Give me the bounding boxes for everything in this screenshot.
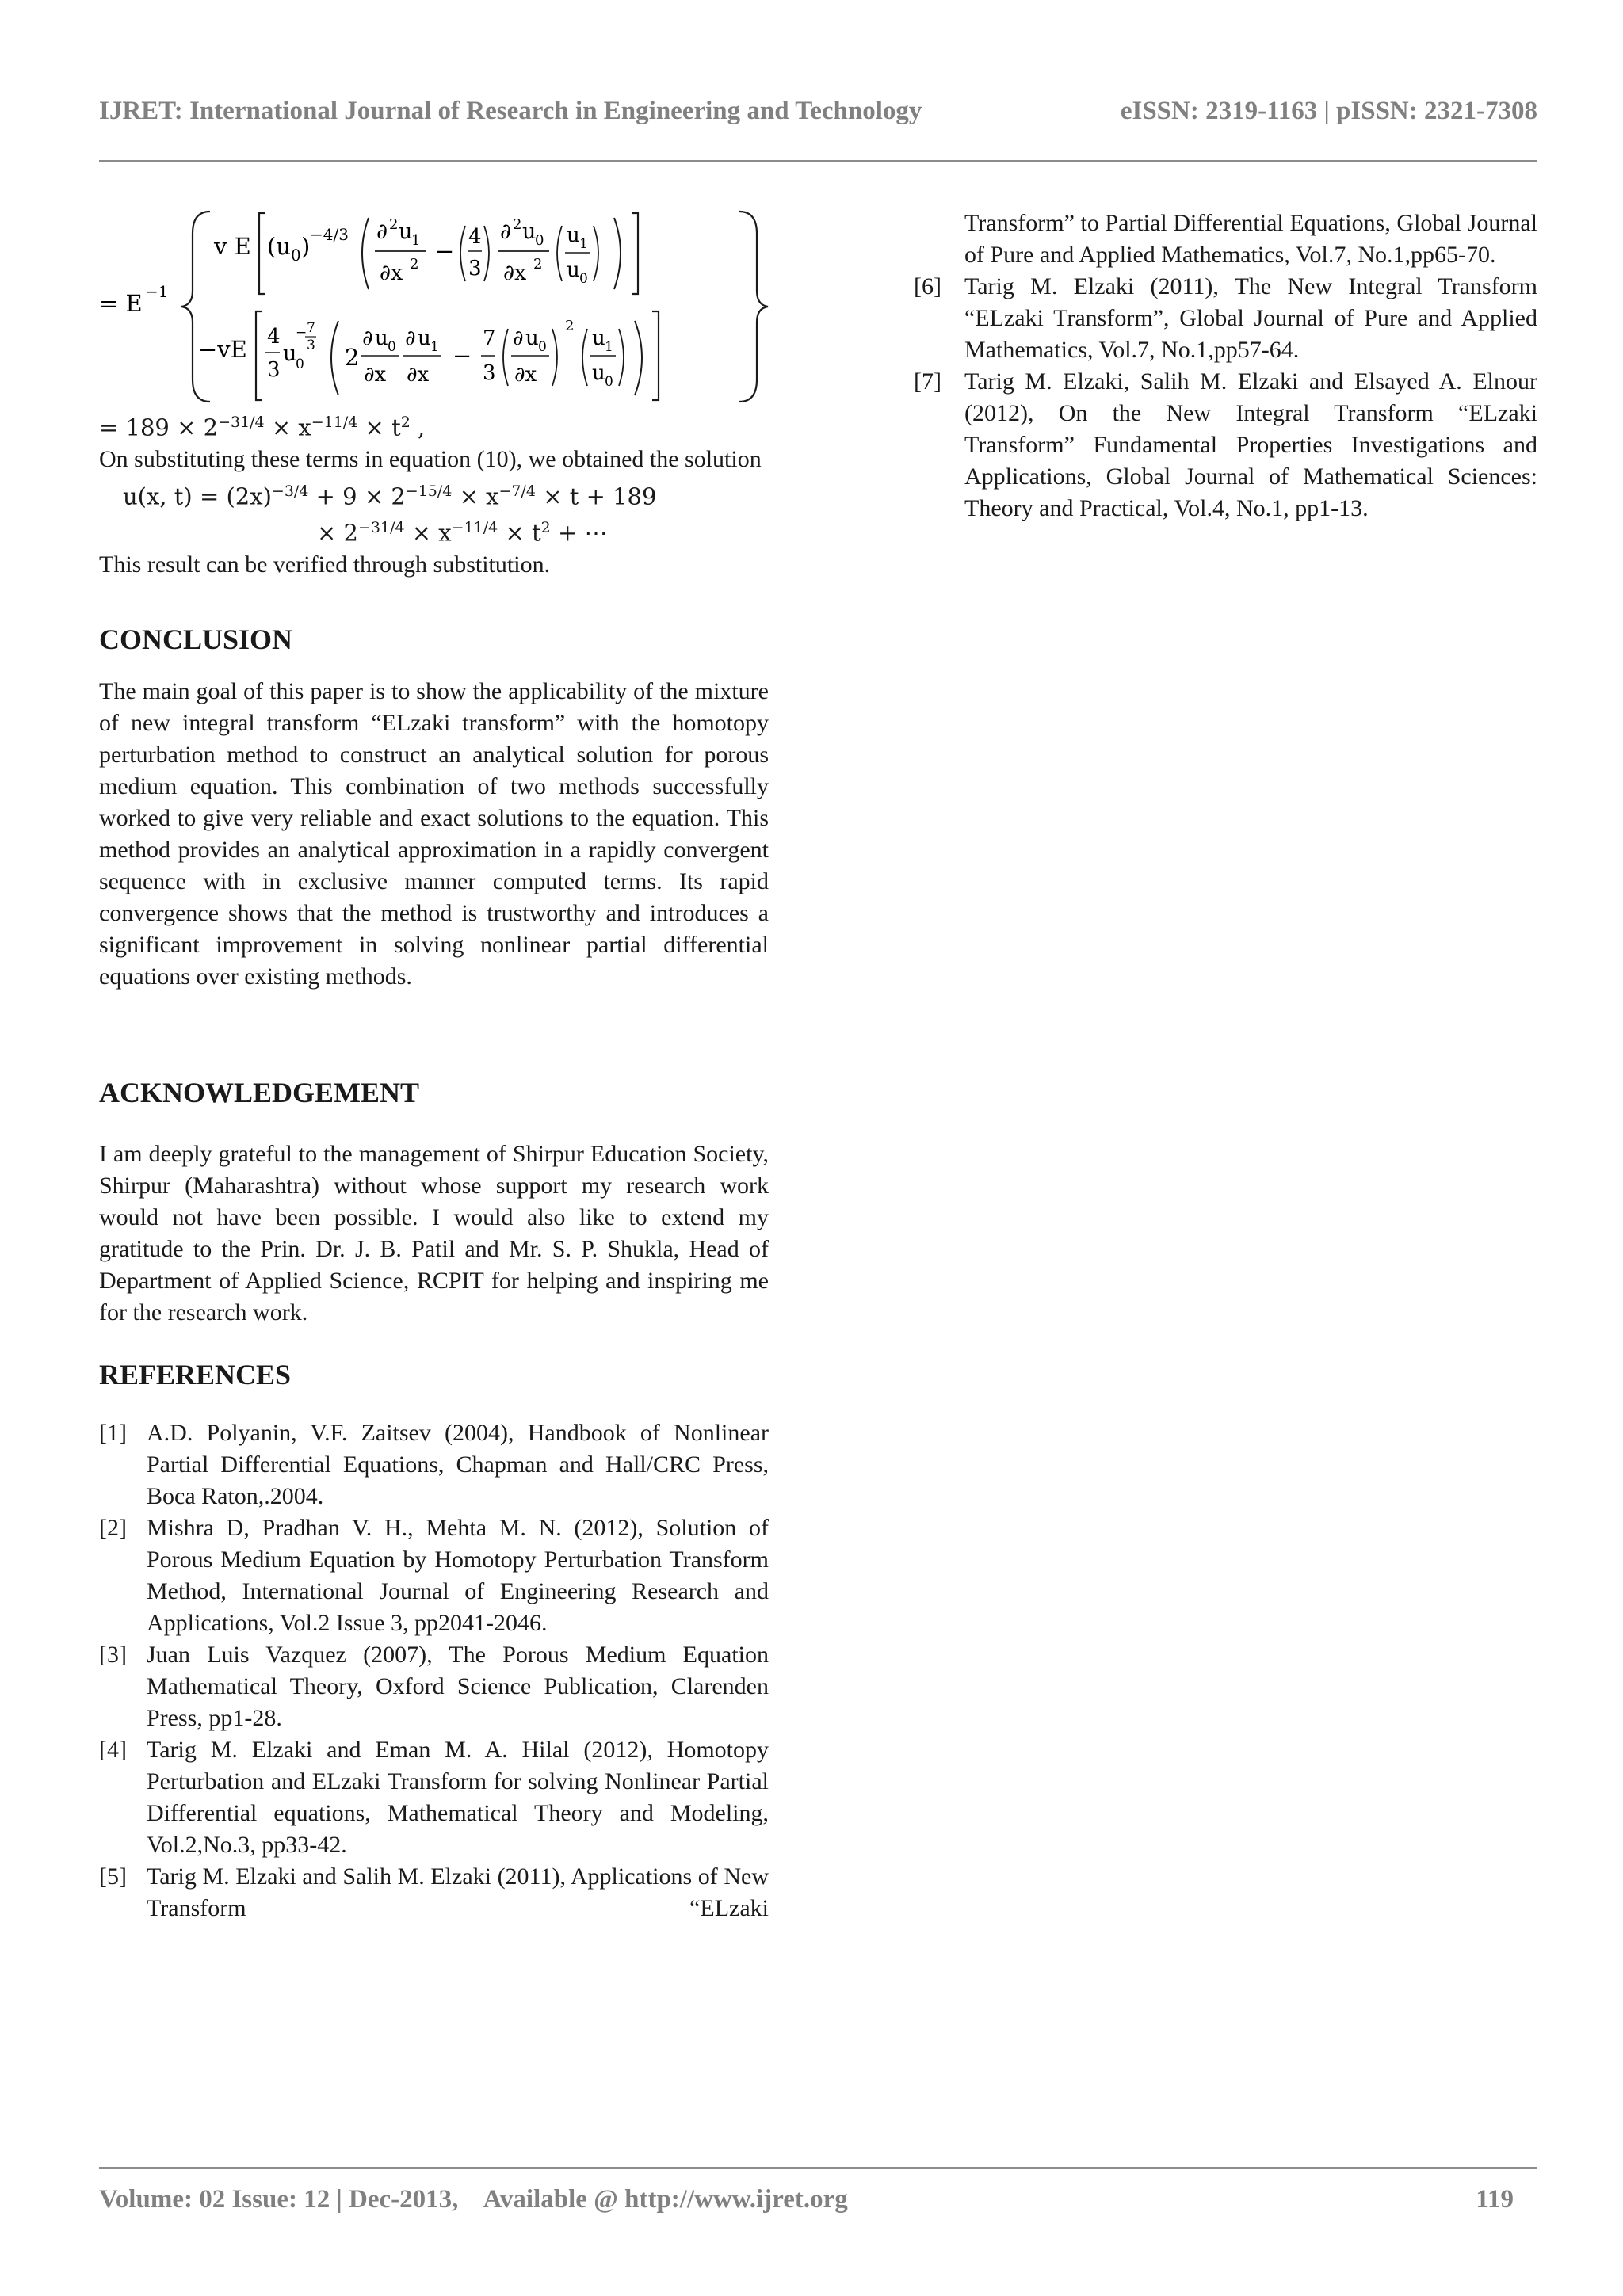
eq-frac1-num-u: u (399, 219, 413, 244)
eq-row1-exp: −4/3 (310, 225, 349, 244)
sol2-e2: −11/4 (451, 519, 498, 537)
eq-row2-u0d: u (592, 361, 605, 385)
equation-block (99, 202, 769, 408)
eq-row2-minus: − (453, 342, 472, 369)
eq-row2-u-rparen (619, 329, 624, 386)
eq-row2-4: 4 (267, 325, 281, 349)
result-comma: , (410, 414, 426, 441)
eq-row2-rparen (635, 321, 642, 395)
sol1-e3: −7/4 (498, 482, 536, 500)
eq-row1-u0: (u (267, 233, 291, 260)
eq-row2-u1-sub: 1 (605, 339, 613, 355)
eq-row2-3: 3 (267, 358, 281, 382)
footer-info: Volume: 02 Issue: 12 | Dec-2013, Available @ http://www.ijret.org (99, 2185, 848, 2214)
result-exp3: 2 (400, 414, 411, 431)
eq-frac2-num-u: u (522, 219, 537, 244)
eq-row1-paren-u-r (594, 226, 598, 281)
substitution-text: On substituting these terms in equation (10), we obtained the solution (99, 445, 762, 472)
result-exp2: −11/4 (311, 414, 358, 431)
eq-row1-lparen (362, 218, 369, 289)
eq-row2-du0-sub: 0 (388, 339, 396, 355)
eq-row2-d1: ∂ (405, 326, 416, 350)
eq-frac2-num-sq: 2 (513, 216, 522, 233)
reference-item-4 (99, 1734, 769, 1861)
verify-text: This result can be verified through substitution. (99, 551, 551, 578)
sol2-d: + ⋯ (550, 519, 608, 547)
page-number: 119 (1476, 2185, 1514, 2214)
reference-text: Tarig M. Elzaki (2011), The New Integral Transform “ELzaki Transform”, Global Journal of Pure and Applied Mathematics, Vol.7, No.1,pp57-64. (964, 273, 1537, 363)
eq-row2-f1-den: ∂x (364, 363, 387, 387)
sol1-d: × t + 189 (535, 482, 657, 510)
sol1-e2: −15/4 (405, 482, 453, 500)
references-heading: REFERENCES (99, 1358, 292, 1390)
eq-frac1-num-sq: 2 (389, 216, 399, 233)
conclusion-heading: CONCLUSION (99, 623, 293, 655)
eq-row2-sq-rparen (552, 329, 557, 386)
header-rule (99, 160, 1537, 162)
reference-text: Tarig M. Elzaki and Salih M. Elzaki (2011), Applications of New Transform “ELzaki (147, 1863, 769, 1921)
sol2-e1: −31/4 (357, 519, 405, 537)
reference-text: A.D. Polyanin, V.F. Zaitsev (2004), Handbook of Nonlinear Partial Differential Equations, Chapman and Hall/CRC Press, Boca Raton,.2004. (147, 1419, 769, 1509)
eq-row1-3: 3 (468, 257, 482, 280)
left-column (99, 202, 769, 1924)
eq-row1-minus: − (435, 238, 455, 265)
eq-row2-lparen (331, 321, 338, 395)
eq-frac1-den-sq: 2 (410, 256, 419, 273)
eq-row2-exp-7: 7 (307, 320, 315, 336)
eq-row2-du0b-u: u (525, 326, 539, 350)
reference-item-5-continued (914, 208, 1537, 271)
eq-row1-4: 4 (468, 225, 482, 249)
acknowledgement-body: I am deeply grateful to the management of Shirpur Education Society, Shirpur (Maharashtra) without whose support my research work would not have been possible. I would also like to extend my gratitude to the Prin. Dr. J. B. Patil and Mr. S. P. Shukla, Head of Department of Applied Science, RCPIT for helping and inspiring me for the research work. (99, 1140, 769, 1325)
reference-item-2 (99, 1512, 769, 1639)
eq-row1-v: v E (214, 233, 251, 260)
eq-row1-rbracket (632, 213, 638, 294)
eq-row1-paren43-l (460, 226, 465, 281)
eq-row1-close: ) (301, 233, 311, 260)
eq-row2-u-lparen (582, 329, 587, 386)
eq-row1-u1-sub: 1 (579, 236, 588, 252)
eq-frac1-num-d: ∂ (376, 219, 388, 244)
page-footer (99, 2185, 1537, 2222)
reference-number: [6] (914, 273, 941, 299)
sol2-e3: 2 (540, 519, 551, 537)
eq-row1-u1: u (567, 223, 580, 247)
eq-row2-u0: u (283, 341, 297, 366)
reference-text: Juan Luis Vazquez (2007), The Porous Medium Equation Mathematical Theory, Oxford Science Publication, Clarenden Press, pp1-28. (147, 1641, 769, 1731)
eq-row2-exp-neg: − (296, 325, 307, 341)
references-list-left (99, 1417, 769, 1924)
eq-row2-f2-den: ∂x (407, 363, 430, 387)
eq-row1-paren-u-l (557, 226, 562, 281)
sol1-a: u(x, t) = (2x) (123, 482, 272, 510)
eq-row2-2: 2 (345, 344, 360, 371)
eq-row2-u1: u (592, 326, 605, 350)
eq-lead-sup: −1 (145, 282, 169, 301)
reference-item-5 (99, 1861, 769, 1924)
eq-frac2-num-d: ∂ (500, 219, 511, 244)
reference-number: [7] (914, 368, 941, 395)
reference-number: [4] (99, 1736, 127, 1763)
eq-row2-7: 7 (483, 326, 496, 350)
eq-row1-u0d-sub: 0 (579, 271, 588, 287)
eq-row2-sq-lparen (503, 329, 508, 386)
result-part2: × x (264, 414, 311, 441)
acknowledgement-heading: ACKNOWLEDGEMENT (99, 1076, 420, 1108)
eq-row2-rbracket (652, 311, 659, 400)
eq-row2-u0d-sub: 0 (605, 374, 613, 390)
journal-title: IJRET: International Journal of Research in Engineering and Technology (99, 97, 922, 125)
reference-text: Mishra D, Pradhan V. H., Mehta M. N. (2012), Solution of Porous Medium Equation by Homotopy Perturbation Transform Method, International Journal of Engineering Research and Applications, Vol.2 Issue 3, pp2041-2046. (147, 1514, 769, 1636)
reference-item-6 (914, 271, 1537, 366)
eq-row2-exp-3: 3 (307, 338, 315, 353)
reference-number: [5] (99, 1863, 127, 1890)
eq-row1-lbracket (259, 213, 265, 294)
eq-row1-u0d: u (567, 258, 580, 282)
solution-line-1 (99, 475, 769, 513)
eq-row1-sub0: 0 (291, 246, 301, 265)
eq-row2-f3-den: ∂x (514, 363, 537, 387)
eq-row2-du1-sub: 1 (430, 339, 439, 355)
eq-row1-rparen (614, 218, 621, 289)
sol2-b: × x (404, 519, 452, 547)
reference-text: Tarig M. Elzaki, Salih M. Elzaki and Elsayed A. Elnour (2012), On the New Integral Transform “ELzaki Transform” Fundamental Properties Investigations and Applications, Global Journal of Mathematical Sciences: Theory and Practical, Vol.4, No.1, pp1-13. (964, 368, 1537, 521)
sol2-c: × t (498, 519, 541, 547)
eq-row2-du1-u: u (418, 326, 431, 350)
solution-line-2 (99, 512, 769, 549)
eq-row2-v: −vE (198, 336, 247, 363)
eq-frac2-num-sub: 0 (535, 232, 544, 249)
page-header (99, 97, 1537, 135)
reference-number: [3] (99, 1641, 127, 1668)
reference-item-7 (914, 366, 1537, 524)
result-part3: × t (357, 414, 401, 441)
result-part1: = 189 × 2 (99, 414, 219, 441)
reference-number: [1] (99, 1419, 127, 1446)
eq-frac2-den-sq: 2 (533, 256, 543, 273)
result-exp1: −31/4 (218, 414, 265, 431)
sol1-e1: −3/4 (271, 482, 309, 500)
reference-item-1 (99, 1417, 769, 1512)
reference-item-3 (99, 1639, 769, 1734)
eq-frac1-num-sub: 1 (411, 232, 421, 249)
sol1-c: × x (452, 482, 499, 510)
eq-frac1-den: ∂x (380, 261, 403, 285)
eq-row2-du0-u: u (375, 326, 388, 350)
result-line (99, 406, 769, 444)
issn-info: eISSN: 2319-1163 | pISSN: 2321-7308 (1120, 97, 1537, 125)
footer-rule (99, 2167, 1537, 2169)
eq-row2-d0b: ∂ (513, 326, 524, 350)
eq-row2-d0: ∂ (362, 326, 373, 350)
sol1-b: + 9 × 2 (308, 482, 406, 510)
reference-text: Tarig M. Elzaki and Eman M. A. Hilal (2012), Homotopy Perturbation and ELzaki Transform for solving Nonlinear Partial Differential equations, Mathematical Theory and Modeling, Vol.2,No.3, pp33-42. (147, 1736, 769, 1858)
reference-text: Transform” to Partial Differential Equations, Global Journal of Pure and Applied Mathematics, Vol.7, No.1,pp65-70. (964, 210, 1537, 268)
right-column (914, 208, 1537, 524)
eq-row2-sq-exp: 2 (565, 318, 575, 334)
eq-row2-du0b-sub: 0 (538, 339, 547, 355)
eq-left-brace (181, 212, 210, 402)
eq-row1-paren43-r (484, 226, 489, 281)
eq-row2-u0-sub: 0 (296, 357, 304, 372)
eq-right-brace (739, 212, 768, 402)
eq-frac2-den: ∂x (503, 261, 527, 285)
conclusion-body: The main goal of this paper is to show the applicability of the mixture of new integral transform “ELzaki transform” with the homotopy perturbation method to construct an analytical solution for porous medium equation. This combination of two methods successfully worked to give very reliable and exact solutions to the equation. This method provides an analytical approximation in a rapidly convergent sequence with in exclusive manner computed terms. Its rapid convergence shows that the method is trustworthy and introduces a significant improvement in solving nonlinear partial differential equations over existing methods. (99, 677, 769, 990)
eq-row2-lbracket (256, 311, 262, 400)
sol2-a: × 2 (317, 519, 358, 547)
eq-lead: = E (99, 290, 143, 317)
eq-row2-73-3: 3 (483, 361, 496, 385)
reference-number: [2] (99, 1514, 127, 1541)
